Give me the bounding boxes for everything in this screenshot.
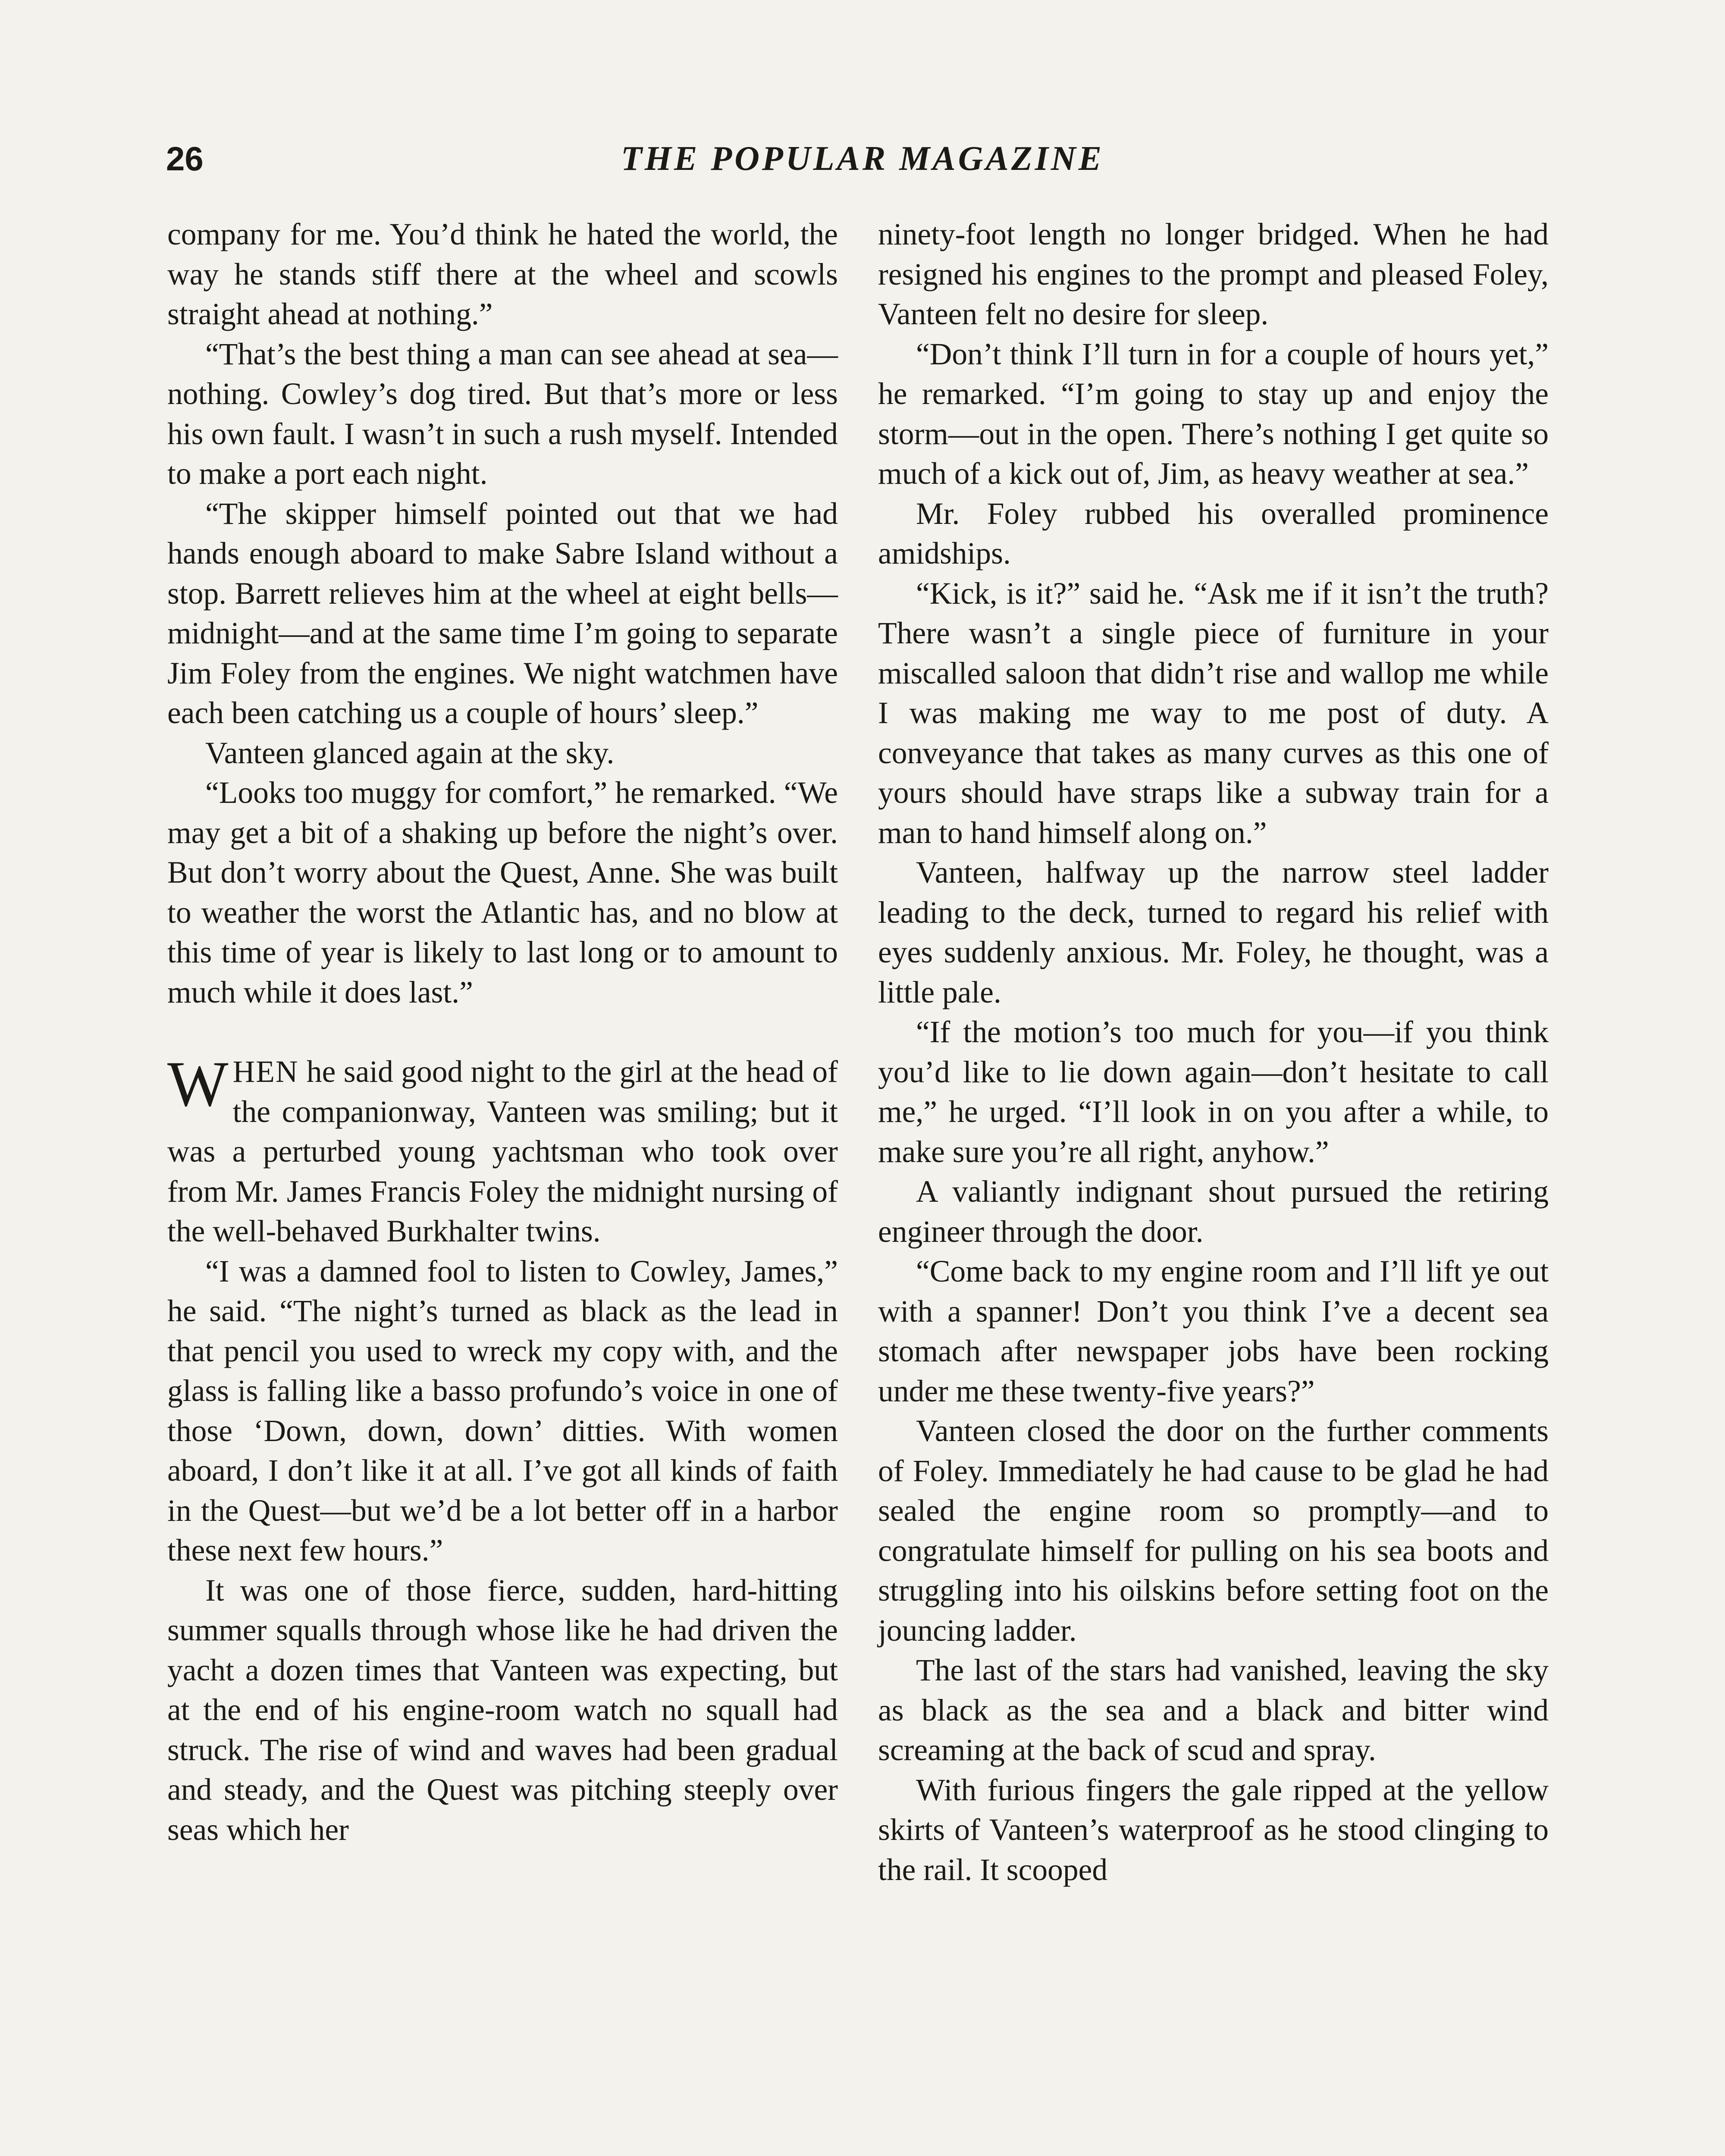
paragraph: Mr. Foley rubbed his overalled prominence amidships. — [878, 496, 1549, 570]
paragraph: With furious fingers the gale ripped at the yellow skirts of Vanteen’s waterproof as he stood clinging to the rail. It scooped — [878, 1773, 1549, 1887]
paragraph: “I was a damned fool to listen to Cowley, James,” he said. “The night’s turned as black as the lead in that pencil you used to wreck my copy with, and the glass is falling like a basso profundo’s voice in one of those ‘Down, down, down’ ditties. With women aboard, I don’t like it at all. I’ve got all kinds of faith in the Quest—but we’d be a lot better off in a harbor these next few hours.” — [167, 1254, 838, 1567]
left-column — [167, 215, 838, 1850]
small-caps-lead: HEN — [232, 1055, 299, 1089]
right-column — [878, 215, 1549, 1890]
page-header — [166, 137, 1559, 189]
paragraph: It was one of those fierce, sudden, hard-hitting summer squalls through whose like he had driven the yacht a dozen times that Vanteen was expecting, but at the end of his engine-room watch no squall had struck. The rise of wind and waves had been gradual and steady, and the Quest was pitching steeply over seas which her — [167, 1573, 838, 1847]
paragraph: “That’s the best thing a man can see ahead at sea—nothing. Cowley’s dog tired. But that’s more or less his own fault. I wasn’t in such a rush myself. Intended to make a port each night. — [167, 337, 838, 491]
paragraph: “If the motion’s too much for you—if you think you’d like to lie down again—don’t hesitate to call me,” he urged. “I’ll look in on you after a while, to make sure you’re all right, anyhow.” — [878, 1015, 1549, 1169]
section-opening-paragraph — [167, 1048, 838, 1252]
paragraph: The last of the stars had vanished, leaving the sky as black as the sea and a black and bitter wind screaming at the back of scud and spray. — [878, 1653, 1549, 1767]
paragraph: Vanteen closed the door on the further comments of Foley. Immediately he had cause to be glad he had sealed the engine room so promptly—and to congratulate himself for pulling on his sea boots and struggling into his oilskins before setting foot on the jouncing ladder. — [878, 1414, 1549, 1648]
paragraph: “The skipper himself pointed out that we had hands enough aboard to make Sabre Island without a stop. Barrett relieves him at the wheel at eight bells—midnight—and at the same time I’m going to separate Jim Foley from the engines. We night watchmen have each been catching us a couple of hours’ sleep.” — [167, 496, 838, 730]
drop-cap: W — [167, 1048, 229, 1120]
page-number: 26 — [166, 140, 204, 178]
paragraph: company for me. You’d think he hated the world, the way he stands stiff there at the wheel and scowls straight ahead at nothing.” — [167, 217, 838, 331]
running-title: THE POPULAR MAGAZINE — [621, 140, 1104, 178]
paragraph: Vanteen, halfway up the narrow steel ladder leading to the deck, turned to regard his relief with eyes suddenly anxious. Mr. Foley, he thought, was a little pale. — [878, 856, 1549, 1009]
paragraph: ninety-foot length no longer bridged. When he had resigned his engines to the prompt and pleased Foley, Vanteen felt no desire for sleep. — [878, 217, 1549, 331]
section-opening-text: he said good night to the girl at the head of the companionway, Vanteen was smiling; but it was a perturbed young yachtsman who took over from Mr. James Francis Foley the midnight nursing of the well-behaved Burkhalter twins. — [167, 1055, 838, 1248]
paragraph: “Kick, is it?” said he. “Ask me if it isn’t the truth? There wasn’t a single piece of furniture in your miscalled saloon that didn’t rise and wallop me while I was making me way to me post of duty. A conveyance that takes as many curves as this one of yours should have straps like a subway train for a man to hand himself along on.” — [878, 576, 1549, 850]
paragraph: “Looks too muggy for comfort,” he remarked. “We may get a bit of a shaking up before the night’s over. But don’t worry about the Quest, Anne. She was built to weather the worst the Atlantic has, and no blow at this time of year is likely to last long or to amount to much while it does last.” — [167, 776, 838, 1009]
paragraph: “Come back to my engine room and I’ll lift ye out with a spanner! Don’t you think I’ve a decent sea stomach after newspaper jobs have been rocking under me these twenty-five years?” — [878, 1254, 1549, 1408]
paragraph: Vanteen glanced again at the sky. — [205, 736, 615, 770]
paragraph: “Don’t think I’ll turn in for a couple of hours yet,” he remarked. “I’m going to stay up and enjoy the storm—out in the open. There’s nothing I get quite so much of a kick out of, Jim, as heavy weather at sea.” — [878, 337, 1549, 491]
paragraph: A valiantly indignant shout pursued the retiring engineer through the door. — [878, 1175, 1549, 1249]
